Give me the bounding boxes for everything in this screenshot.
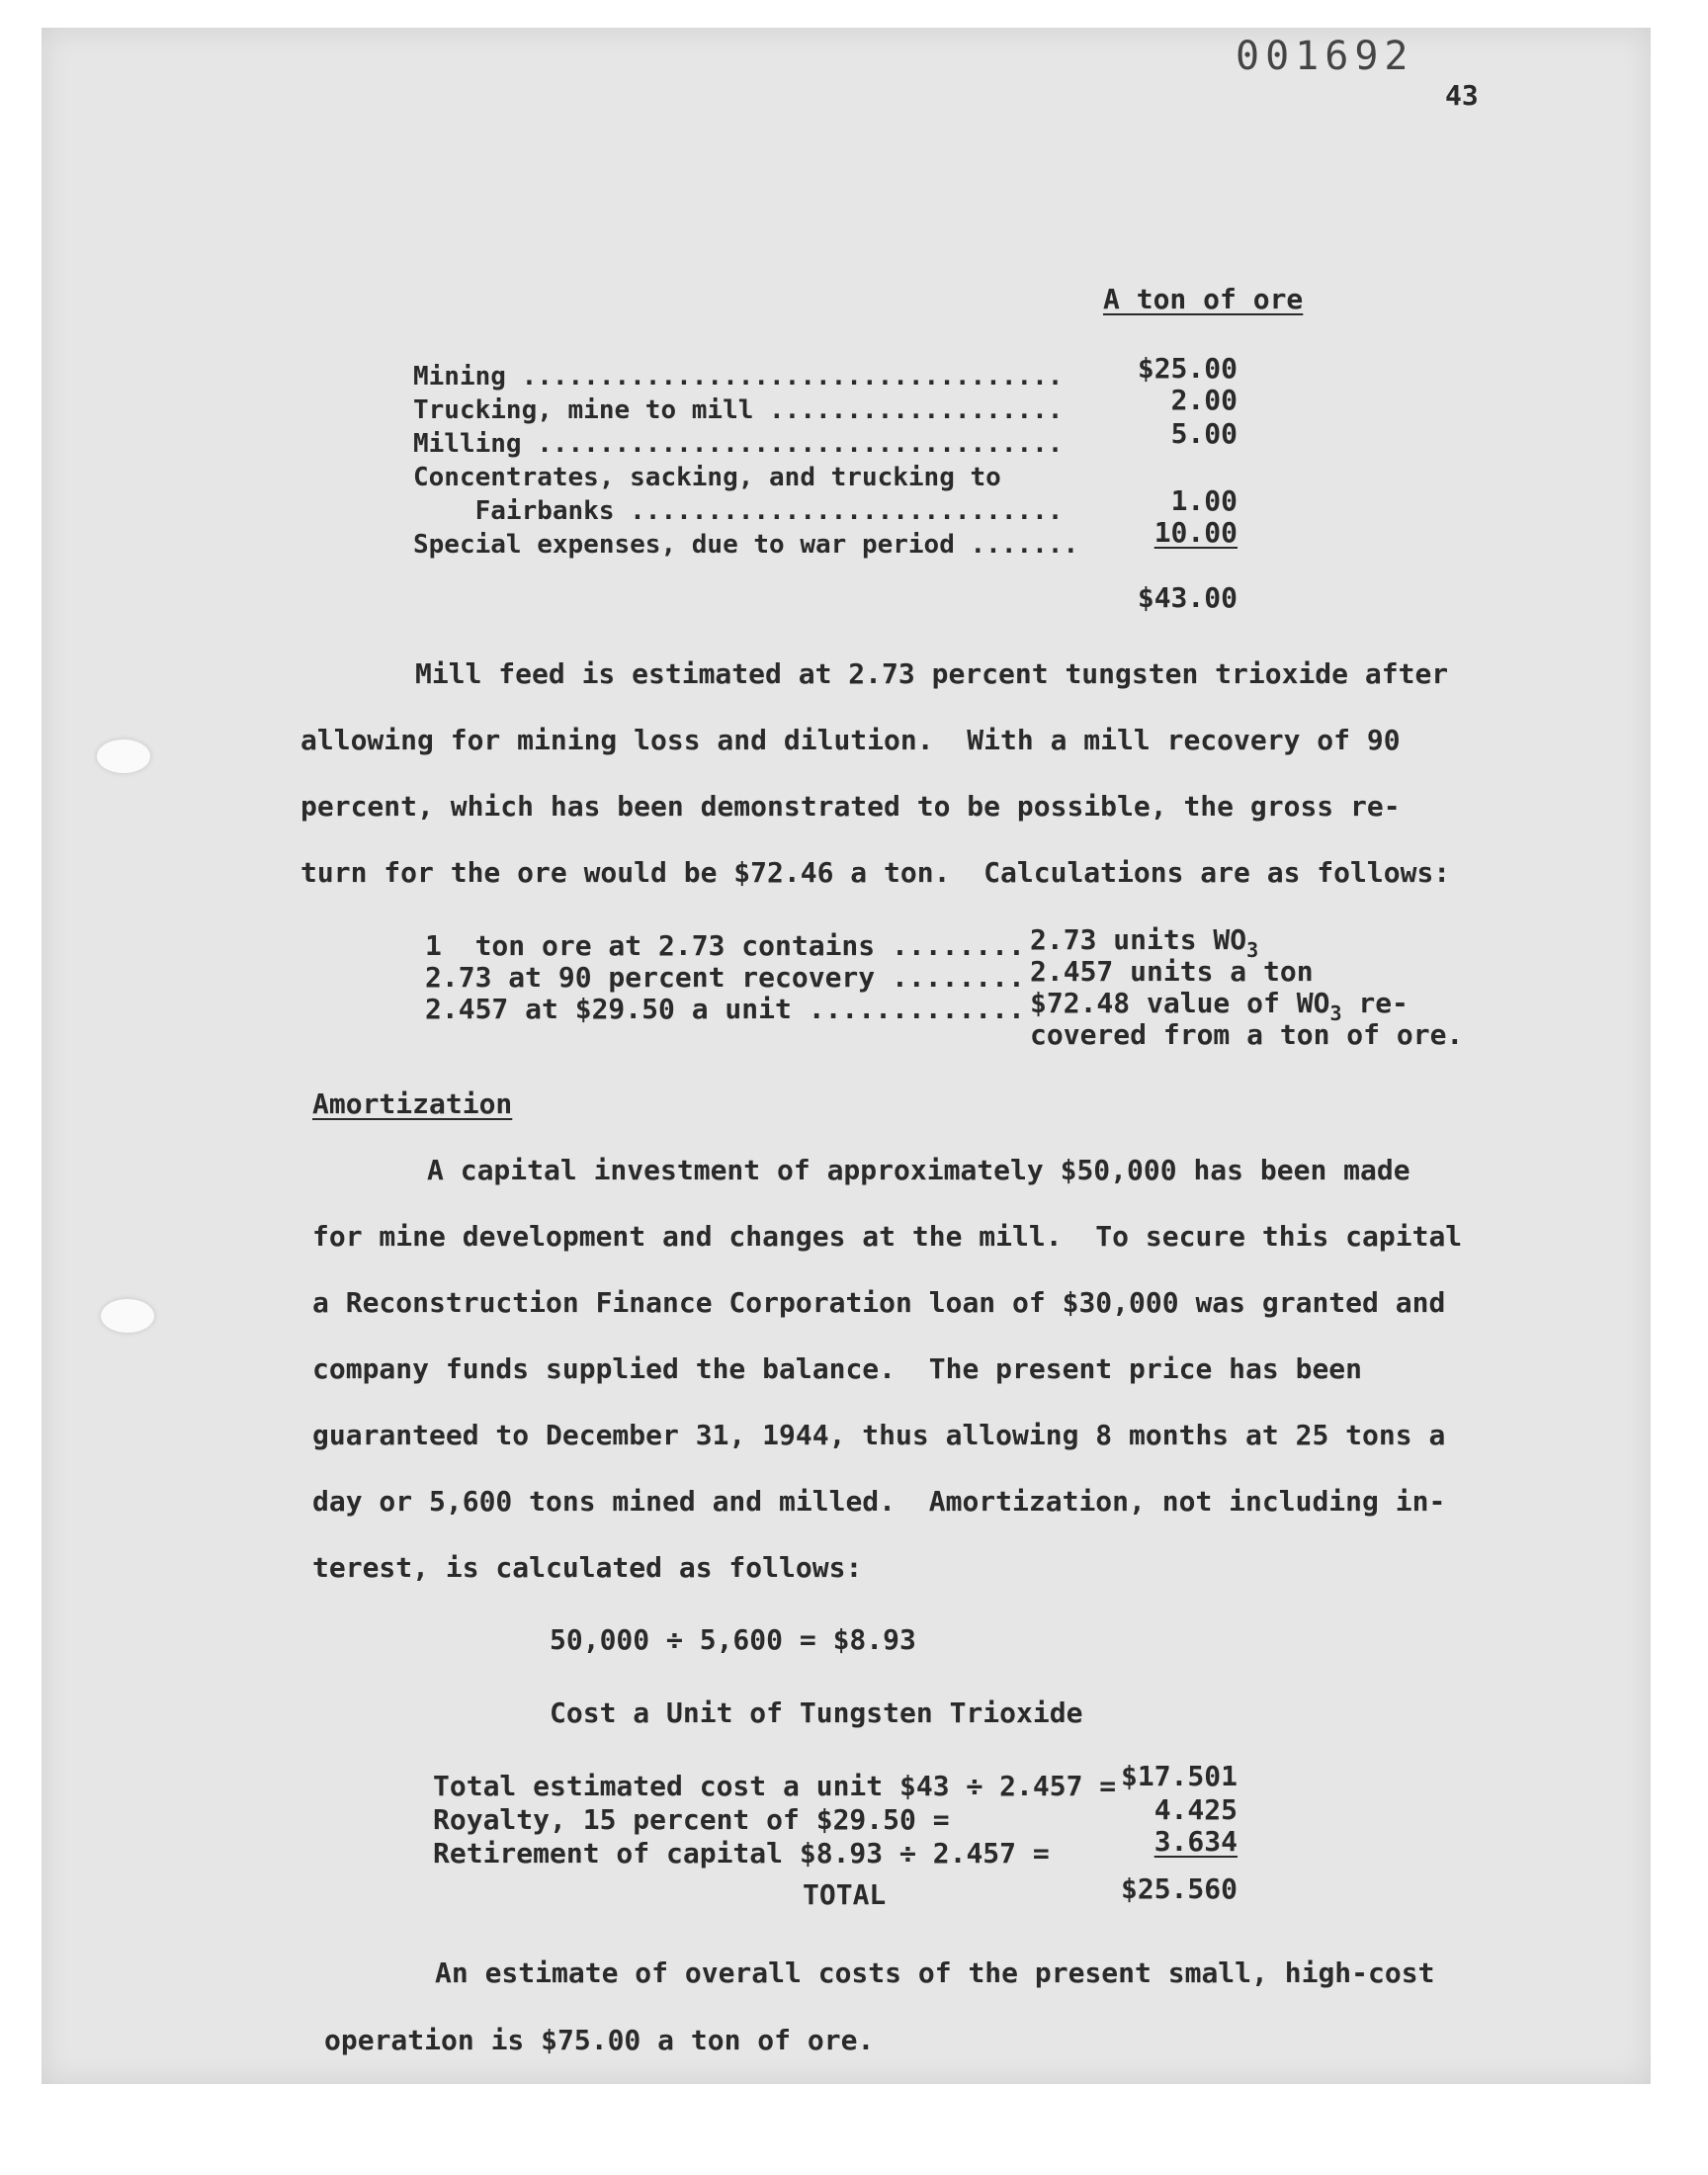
unit-cost-value: $17.501 (1120, 1760, 1238, 1792)
paragraph-line: terest, is calculated as follows: (312, 1551, 863, 1584)
cost-row-label: Mining ................................... (413, 362, 1064, 392)
unit-cost-total-label: TOTAL (803, 1878, 887, 1911)
calc-left: 1 ton ore at 2.73 contains ........ (425, 929, 1025, 962)
cost-row-value: 5.00 (1170, 417, 1238, 450)
page-number: 43 (1445, 79, 1479, 112)
calc-right-text: re- (1341, 987, 1409, 1019)
cost-row-label: Milling .................................. (413, 429, 1064, 459)
section-heading-amortization: Amortization (312, 1088, 513, 1120)
unit-cost-value: 3.634 (1153, 1825, 1238, 1858)
cost-row-label: Trucking, mine to mill ................... (413, 395, 1064, 425)
calc-right-text: $72.48 value of WO (1030, 987, 1330, 1019)
unit-cost-label: Retirement of capital $8.93 ÷ 2.457 = (433, 1837, 1050, 1870)
cost-table-total: $43.00 (1137, 581, 1238, 614)
cost-row-value: 10.00 (1153, 516, 1238, 549)
calc-subscript: 3 (1329, 1001, 1342, 1025)
cost-table-title: A ton of ore (1103, 283, 1304, 315)
cost-row-label: Fairbanks ............................ (413, 496, 1064, 526)
unit-cost-label: Total estimated cost a unit $43 ÷ 2.457 = (433, 1770, 1117, 1802)
paragraph-line: An estimate of overall costs of the present small, high-cost (435, 1957, 1435, 1989)
calc-left: 2.457 at $29.50 a unit ............. (425, 993, 1025, 1025)
punch-hole-top (97, 740, 150, 773)
unit-cost-value: 4.425 (1153, 1793, 1238, 1826)
calc-right (1030, 987, 1409, 1025)
punch-hole-bottom (101, 1299, 154, 1333)
calc-right-text: 2.73 units WO (1030, 923, 1247, 956)
calc-right (1030, 923, 1259, 962)
cost-row-label: Concentrates, sacking, and trucking to (413, 463, 1001, 492)
paragraph-line: operation is $75.00 a ton of ore. (324, 2024, 875, 2056)
calc-right: 2.457 units a ton (1030, 955, 1314, 988)
paragraph-line: turn for the ore would be $72.46 a ton. Calculations are as follows: (300, 856, 1451, 889)
paragraph-line: a Reconstruction Finance Corporation loan of $30,000 was granted and (312, 1286, 1446, 1319)
paragraph-line: allowing for mining loss and dilution. With a mill recovery of 90 (300, 724, 1401, 756)
calc-subscript: 3 (1246, 938, 1259, 962)
cost-row-value: 2.00 (1170, 384, 1238, 416)
paragraph-line: day or 5,600 tons mined and milled. Amortization, not including in- (312, 1485, 1446, 1518)
unit-cost-total-value: $25.560 (1120, 1872, 1238, 1905)
document-page (42, 28, 1651, 2084)
paragraph-line: guaranteed to December 31, 1944, thus allowing 8 months at 25 tons a (312, 1419, 1446, 1451)
cost-row-label: Special expenses, due to war period ....... (413, 530, 1079, 560)
cost-row-value: 1.00 (1170, 484, 1238, 517)
amortization-equation: 50,000 ÷ 5,600 = $8.93 (550, 1623, 916, 1656)
calc-left: 2.73 at 90 percent recovery ........ (425, 961, 1025, 994)
calc-right: covered from a ton of ore. (1030, 1018, 1464, 1051)
paragraph-line: Mill feed is estimated at 2.73 percent tungsten trioxide after (415, 657, 1449, 690)
unit-cost-label: Royalty, 15 percent of $29.50 = (433, 1803, 950, 1836)
cost-row-value: $25.00 (1137, 352, 1238, 385)
paragraph-line: A capital investment of approximately $50,000 has been made (427, 1154, 1410, 1186)
unit-cost-title: Cost a Unit of Tungsten Trioxide (550, 1696, 1083, 1729)
document-number: 001692 (1236, 34, 1414, 79)
paragraph-line: for mine development and changes at the mill. To secure this capital (312, 1220, 1463, 1253)
paragraph-line: company funds supplied the balance. The present price has been (312, 1352, 1363, 1385)
paragraph-line: percent, which has been demonstrated to be possible, the gross re- (300, 790, 1401, 823)
